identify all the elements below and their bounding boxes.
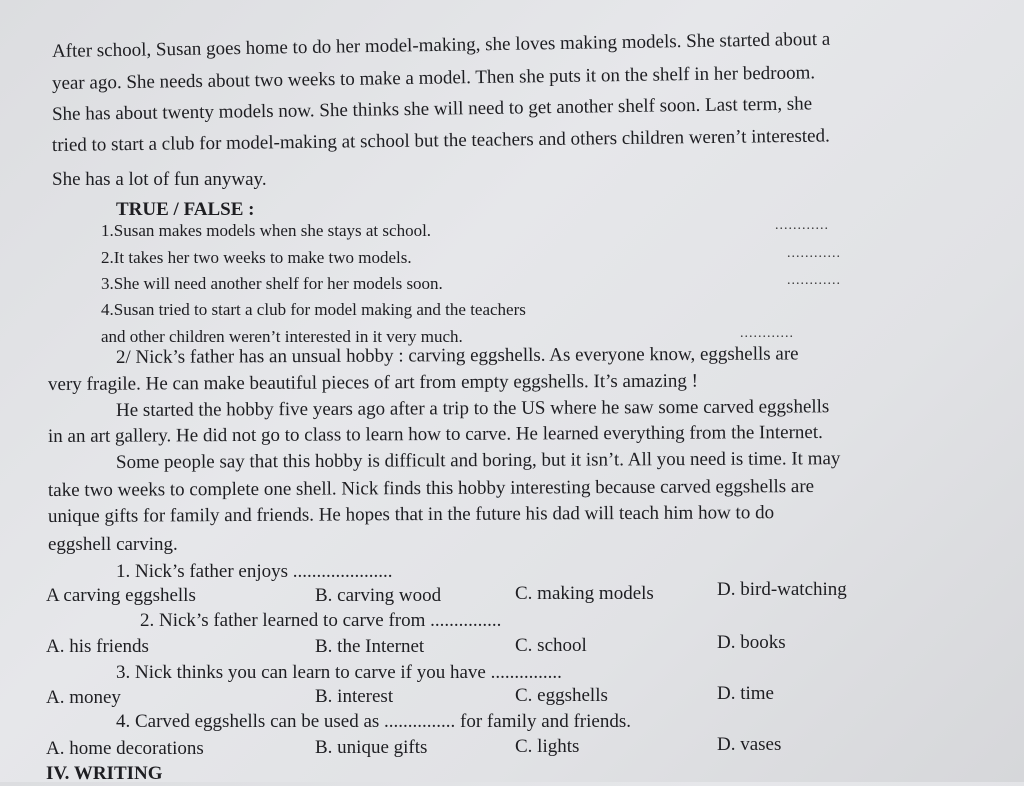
question-2-stem: 2. Nick’s father learned to carve from ............... — [140, 610, 502, 631]
question-1-stem: 1. Nick’s father enjoys ..................... — [116, 561, 393, 582]
passage1-line-3: She has about twenty models now. She thinks she will need to get another shelf soon. Last term, she — [51, 93, 813, 125]
question-2-option-a: A. his friends — [46, 636, 149, 657]
passage2-line-1: 2/ Nick’s father has an unsual hobby : carving eggshells. As everyone know, eggshells are — [115, 343, 799, 368]
passage2-line-6: take two weeks to complete one shell. Nick finds this hobby interesting because carved eggshells are — [47, 475, 815, 501]
question-4-option-c: C. lights — [515, 736, 580, 757]
question-1-option-a: A carving eggshells — [46, 585, 196, 606]
question-2-option-d: D. books — [717, 632, 786, 653]
question-4-stem: 4. Carved eggshells can be used as ............... for family and friends. — [116, 711, 631, 732]
passage1-line-2: year ago. She needs about two weeks to make a model. Then she puts it on the shelf in her bedroom. — [51, 62, 816, 94]
tf-blank-4: ............ — [740, 326, 794, 341]
question-3-option-b: B. interest — [315, 686, 394, 707]
question-4-option-d: D. vases — [717, 734, 782, 755]
question-3-stem: 3. Nick thinks you can learn to carve if you have ............... — [116, 662, 562, 683]
tf-item-1: 1.Susan makes models when she stays at school. — [101, 221, 432, 240]
question-4-option-b: B. unique gifts — [315, 737, 428, 758]
question-3-option-c: C. eggshells — [515, 685, 608, 706]
tf-item-4-cont: and other children weren’t interested in it very much. — [101, 327, 463, 346]
question-4-option-a: A. home decorations — [46, 738, 204, 759]
section-heading-writing: IV. WRITING — [46, 763, 163, 784]
passage1-line-4: tried to start a club for model-making at school but the teachers and others children weren’t interested. — [51, 125, 830, 156]
passage2-line-3: He started the hobby five years ago after a trip to the US where he saw some carved eggshells — [115, 396, 830, 421]
question-1-option-b: B. carving wood — [315, 585, 442, 606]
question-3-option-d: D. time — [717, 683, 774, 704]
question-2-option-c: C. school — [515, 635, 587, 656]
passage2-line-8: eggshell carving. — [48, 534, 178, 555]
passage2-line-7: unique gifts for family and friends. He hopes that in the future his dad will teach him how to do — [47, 502, 775, 527]
tf-item-4: 4.Susan tried to start a club for model making and the teachers — [101, 300, 526, 319]
passage2-line-2: very fragile. He can make beautiful pieces of art from empty eggshells. It’s amazing ! — [47, 370, 699, 395]
passage2-line-4: in an art gallery. He did not go to class to learn how to carve. He learned everything from the Internet. — [47, 421, 823, 447]
tf-blank-3: ............ — [787, 273, 841, 288]
question-1-option-d: D. bird-watching — [717, 579, 847, 600]
tf-blank-2: ............ — [787, 246, 841, 261]
tf-item-3: 3.She will need another shelf for her models soon. — [101, 274, 443, 293]
passage2-line-5: Some people say that this hobby is difficult and boring, but it isn’t. All you need is time. It may — [115, 448, 841, 473]
true-false-heading: TRUE / FALSE : — [116, 199, 255, 220]
question-3-option-a: A. money — [46, 687, 121, 708]
passage1-line-1: After school, Susan goes home to do her model-making, she loves making models. She started about a — [51, 28, 831, 62]
question-2-option-b: B. the Internet — [315, 636, 425, 657]
question-1-option-c: C. making models — [515, 583, 654, 604]
passage1-line-5: She has a lot of fun anyway. — [52, 169, 267, 190]
tf-blank-1: ............ — [775, 218, 829, 233]
tf-item-2: 2.It takes her two weeks to make two models. — [101, 248, 412, 267]
